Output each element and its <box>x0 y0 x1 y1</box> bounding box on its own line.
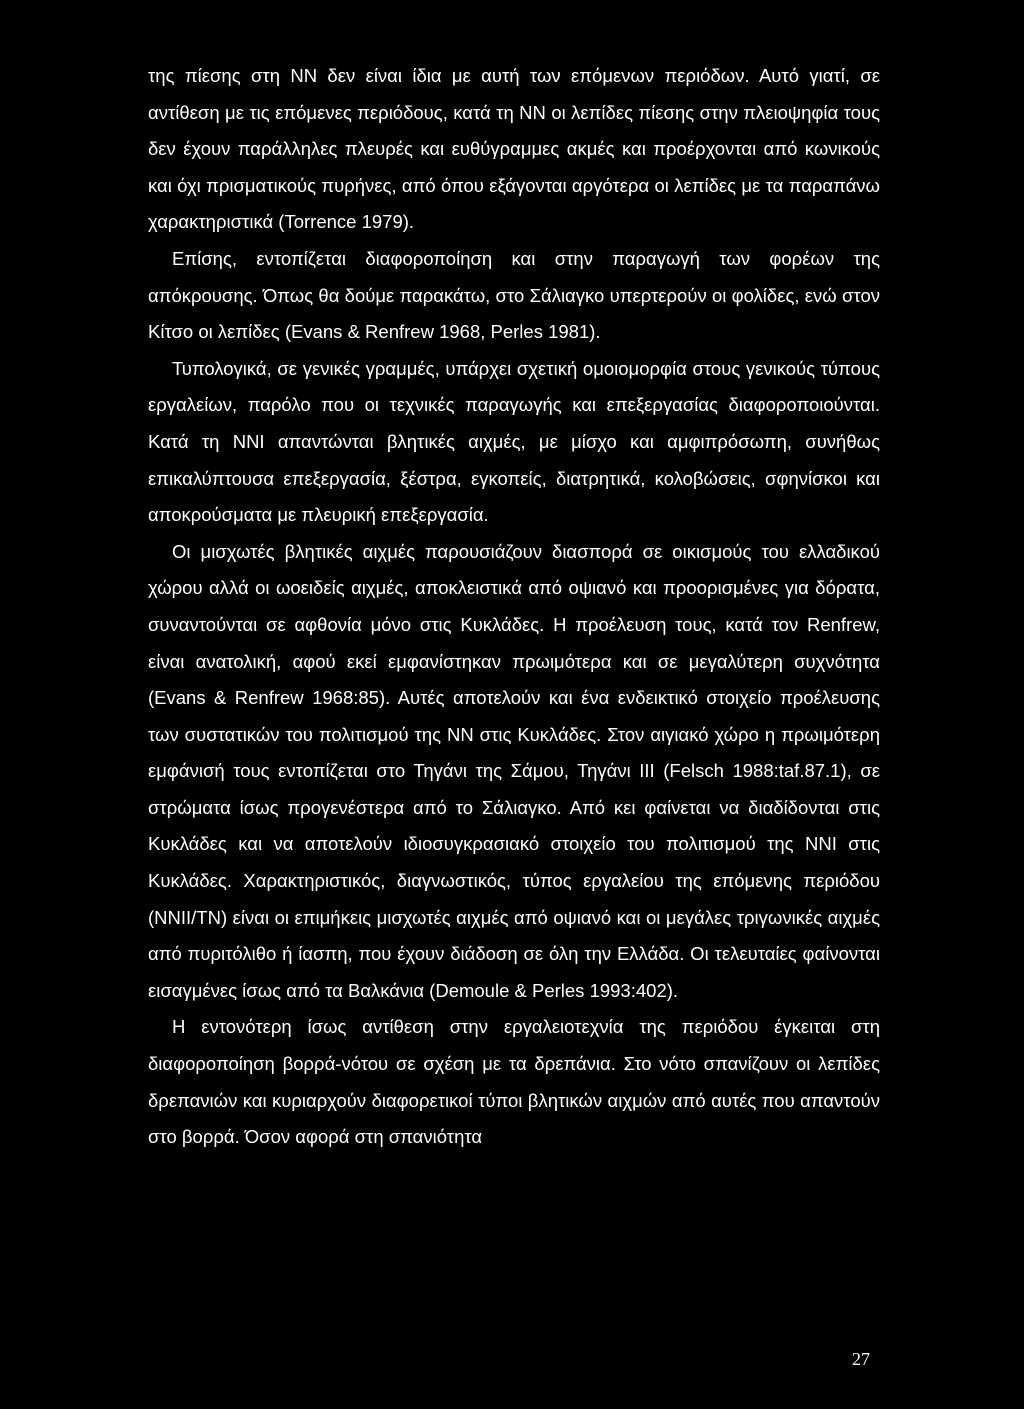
paragraph-typologika: Τυπολογικά, σε γενικές γραμμές, υπάρχει σχετική ομοιομορφία στους γενικούς τύπους εργαλείων, παρόλο που οι τεχνικές παραγωγής και επεξεργασίας διαφοροποιούνται. Κατά τη ΝΝΙ απαντώνται βλητικές αιχμές, με μίσχο και αμφιπρόσωπη, συνήθως επικαλύπτουσα επεξεργασία, ξέστρα, εγκοπείς, διατρητικά, κολοβώσεις, σφηνίσκοι και αποκρούσματα με πλευρική επεξεργασία. <box>148 357 880 526</box>
page-number: 27 <box>852 1349 870 1369</box>
paragraph-antithesi: Η εντονότερη ίσως αντίθεση στην εργαλειοτεχνία της περιόδου έγκειται στη διαφοροποίηση βορρά-νότου σε σχέση με τα δρεπάνια. Στο νότο σπανίζουν οι λεπίδες δρεπανιών και κυριαρχούν διαφορετικοί τύποι βλητικών αιχμών από αυτές που απαντούν στο βορρά. Όσον αφορά στη σπανιότητα <box>148 1016 880 1148</box>
body-text <box>148 58 880 1156</box>
paragraph-apokrousi: Επίσης, εντοπίζεται διαφοροποίηση και στην παραγωγή των φορέων της απόκρουσης. Όπως θα δούμε παρακάτω, στο Σάλιαγκο υπερτερούν οι φολίδες, ενώ στον Κίτσο οι λεπίδες (Evans & Renfrew 1968, Perles 1981). <box>148 247 880 343</box>
paragraph-mischotes-aichmes: Οι μισχωτές βλητικές αιχμές παρουσιάζουν διασπορά σε οικισμούς του ελλαδικού χώρου αλλά οι ωοειδείς αιχμές, αποκλειστικά από οψιανό και προορισμένες για δόρατα, συναντούνται σε αφθονία μόνο στις Κυκλάδες. Η προέλευση τους, κατά τον Renfrew, είναι ανατολική, αφού εκεί εμφανίστηκαν πρωιμότερα και σε μεγαλύτερη συχνότητα (Evans & Renfrew 1968:85). Αυτές αποτελούν και ένα ενδεικτικό στοιχείο προέλευσης των συστατικών του πολιτισμού της ΝΝ στις Κυκλάδες. Στον αιγιακό χώρο η πρωιμότερη εμφάνισή τους εντοπίζεται στο Τηγάνι της Σάμου, Τηγάνι ΙΙΙ (Felsch 1988:taf.87.1), σε στρώματα ίσως προγενέστερα από το Σάλιαγκο. Από κει φαίνεται να διαδίδονται στις Κυκλάδες και να αποτελούν ιδιοσυγκρασιακό στοιχείο του πολιτισμού της ΝΝΙ στις Κυκλάδες. Χαρακτηριστικός, διαγνωστικός, τύπος εργαλείου της επόμενης περιόδου (ΝΝΙΙ/ΤΝ) είναι οι επιμήκεις μισχωτές αιχμές από οψιανό και οι μεγάλες τριγωνικές αιχμές από πυριτόλιθο ή ίασπη, που έχουν διάδοση σε όλη την Ελλάδα. Οι τελευταίες φαίνονται εισαγμένες ίσως από τα Βαλκάνια (Demoule & Perles 1993:402). <box>148 540 880 1001</box>
paragraph-continuation: της πίεσης στη ΝΝ δεν είναι ίδια με αυτή των επόμενων περιόδων. Αυτό γιατί, σε αντίθεση με τις επόμενες περιόδους, κατά τη ΝΝ οι λεπίδες πίεσης στην πλειοψηφία τους δεν έχουν παράλληλες πλευρές και ευθύγραμμες ακμές και προέρχονται από κωνικούς και όχι πρισματικούς πυρήνες, από όπου εξάγονται αργότερα οι λεπίδες με τα παραπάνω χαρακτηριστικά (Torrence 1979). <box>148 65 880 233</box>
